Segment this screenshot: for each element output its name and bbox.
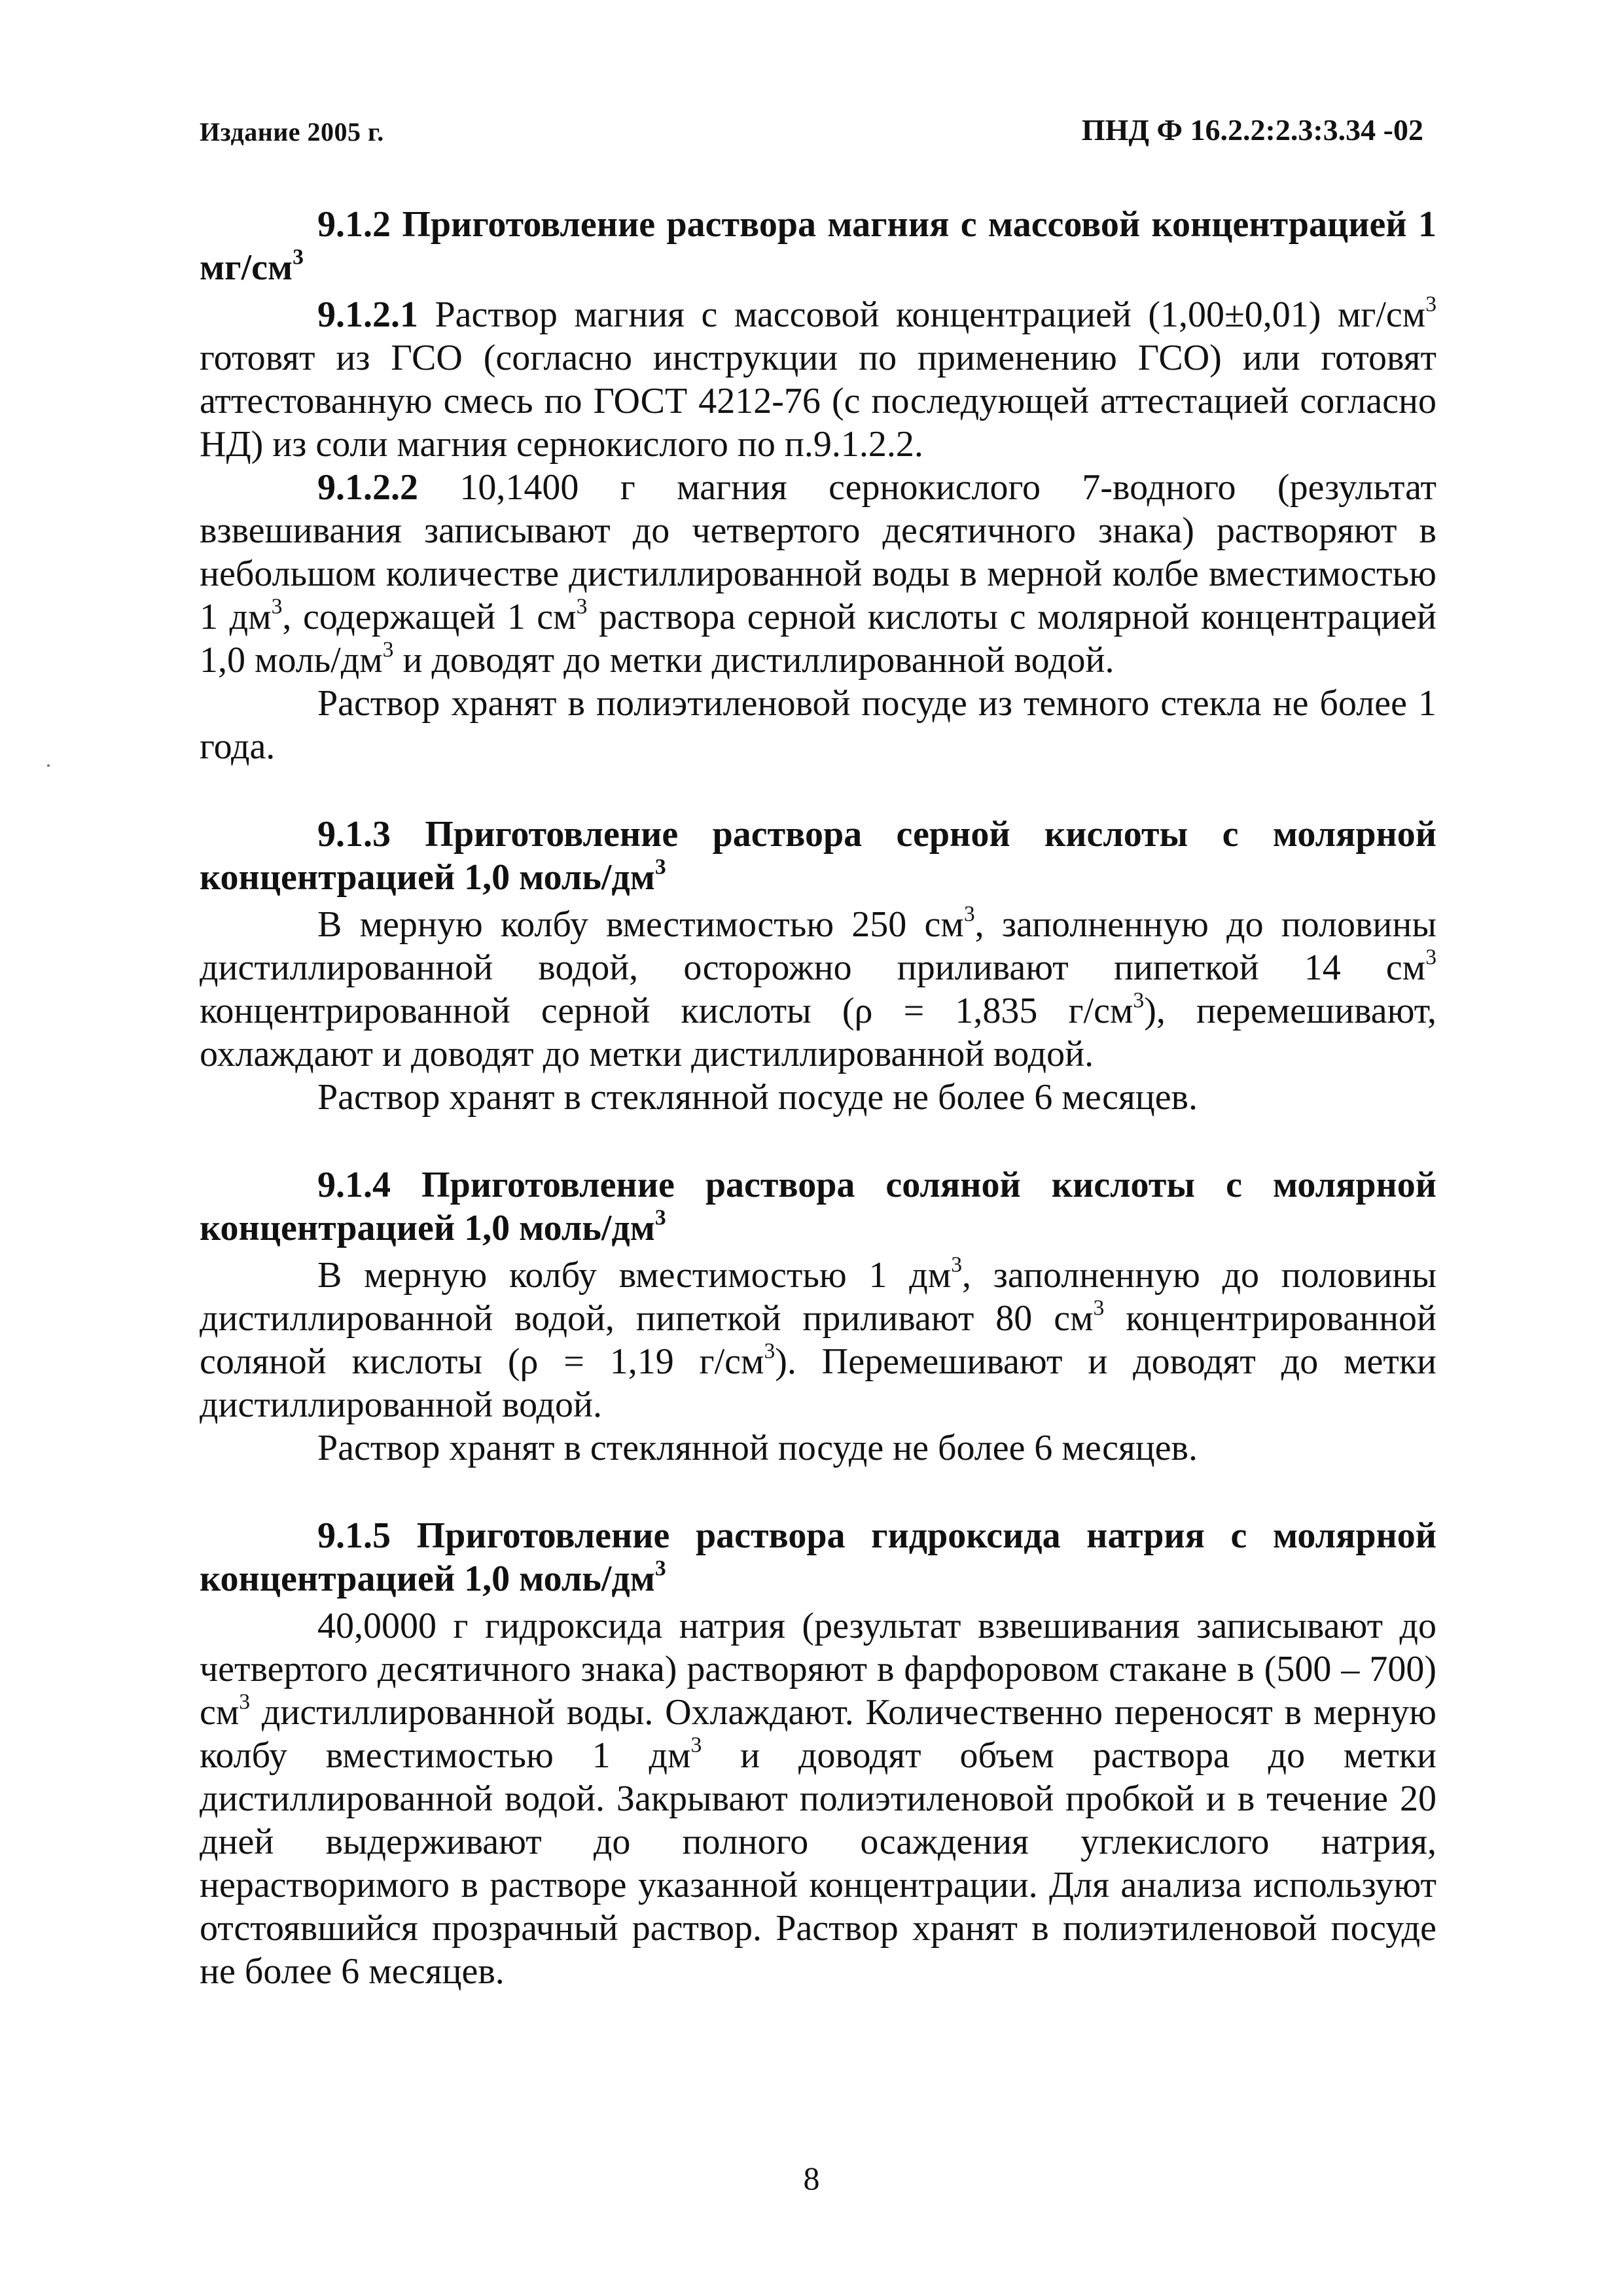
document-body bbox=[200, 203, 1436, 2038]
superscript: 3 bbox=[654, 1556, 666, 1581]
text-run: , заполненную до половины дистиллированной водой, осторожно приливают пипеткой 14 см bbox=[200, 904, 1436, 988]
document-code: ПНД Ф 16.2.2:2.3:3.34 -02 bbox=[1081, 113, 1423, 147]
paragraph bbox=[200, 1254, 1436, 1426]
superscript: 3 bbox=[690, 1733, 702, 1757]
superscript: 3 bbox=[1133, 988, 1145, 1013]
text-run: и доводят до метки дистиллированной водой. bbox=[393, 640, 1115, 680]
page-number: 8 bbox=[803, 2160, 820, 2197]
section-9-1-2 bbox=[200, 203, 1436, 768]
superscript: 3 bbox=[963, 902, 975, 927]
text-run: готовят из ГСО (согласно инструкции по применению ГСО) или готовят аттестованную смесь по ГОСТ 4212-76 (с последующей аттестацией согласно НД) из соли магния сернокислого по п.9.1.2.2. bbox=[200, 338, 1436, 465]
text-run: , содержащей 1 см bbox=[282, 597, 577, 637]
text-run: ), перемешивают, охлаждают и доводят до метки дистиллированной водой. bbox=[200, 991, 1436, 1074]
section-heading bbox=[200, 1163, 1436, 1250]
edition-label: Издание 2005 г. bbox=[200, 117, 384, 147]
section-heading bbox=[200, 813, 1436, 899]
superscript: 3 bbox=[271, 594, 283, 619]
heading-text: 9.1.5 Приготовление раствора гидроксида натрия с молярной концентрацией 1,0 моль/дм bbox=[200, 1515, 1436, 1599]
superscript: 3 bbox=[654, 1205, 666, 1230]
paragraph bbox=[200, 903, 1436, 1076]
text-run: , заполненную до половины дистиллированной водой, пипеткой приливают 80 см bbox=[200, 1255, 1437, 1339]
superscript: 3 bbox=[1425, 292, 1436, 317]
section-heading bbox=[200, 1514, 1436, 1600]
scan-speck bbox=[47, 764, 50, 767]
text-run: Раствор магния с массовой концентрацией (1,00±0,01) мг/см bbox=[418, 294, 1426, 335]
clause-number: 9.1.2.1 bbox=[317, 294, 418, 335]
superscript: 3 bbox=[293, 245, 304, 270]
text-run: 40,0000 г гидроксида натрия (результат взвешивания записывают до четвертого десятичного знака) растворяют в фарфоровом стакане в (500 – 700) см bbox=[200, 1606, 1436, 1733]
text-run: концентрированной соляной кислоты (ρ = 1,19 г/см bbox=[200, 1298, 1437, 1382]
text-run: ). Перемешивают и доводят до метки дистиллированной водой. bbox=[200, 1341, 1437, 1425]
text-run: дистиллированной воды. Охлаждают. Количественно переносят в мерную колбу вместимостью 1 дм bbox=[200, 1692, 1436, 1776]
clause-number: 9.1.2.2 bbox=[317, 467, 418, 508]
text-run: раствора серной кислоты с молярной концентрацией 1,0 моль/дм bbox=[200, 597, 1437, 680]
superscript: 3 bbox=[382, 637, 394, 662]
paragraph bbox=[200, 293, 1436, 466]
section-9-1-3 bbox=[200, 813, 1436, 1119]
paragraph: Раствор хранят в полиэтиленовой посуде из темного стекла не более 1 года. bbox=[200, 683, 1436, 767]
superscript: 3 bbox=[1425, 945, 1436, 970]
paragraph bbox=[200, 466, 1436, 682]
text-run: концентрированной серной кислоты (ρ = 1,835 г/см bbox=[200, 991, 1133, 1031]
superscript: 3 bbox=[951, 1252, 962, 1277]
paragraph bbox=[200, 1604, 1436, 1993]
section-9-1-4 bbox=[200, 1163, 1436, 1470]
text-run: В мерную колбу вместимостью 250 см bbox=[317, 904, 964, 945]
superscript: 3 bbox=[764, 1339, 776, 1364]
text-run: В мерную колбу вместимостью 1 дм bbox=[317, 1255, 952, 1296]
paragraph: Раствор хранят в стеклянной посуде не более 6 месяцев. bbox=[317, 1077, 1198, 1118]
superscript: 3 bbox=[654, 855, 666, 879]
heading-text: 9.1.4 Приготовление раствора соляной кислоты с молярной концентрацией 1,0 моль/дм bbox=[200, 1165, 1436, 1248]
section-9-1-5 bbox=[200, 1514, 1436, 1993]
superscript: 3 bbox=[576, 594, 588, 619]
superscript: 3 bbox=[1093, 1296, 1105, 1320]
section-heading bbox=[200, 203, 1436, 289]
heading-text: 9.1.2 Приготовление раствора магния с массовой концентрацией 1 мг/см bbox=[200, 204, 1436, 288]
paragraph: Раствор хранят в стеклянной посуде не более 6 месяцев. bbox=[317, 1428, 1198, 1468]
heading-text: 9.1.3 Приготовление раствора серной кислоты с молярной концентрацией 1,0 моль/дм bbox=[200, 814, 1436, 898]
text-run: и доводят объем раствора до метки дистиллированной водой. Закрывают полиэтиленовой пробкой и в течение 20 дней выдерживают до полного осаждения углекислого натрия, нерастворимого в растворе указанной концентрации. Для анализа используют отстоявшийся прозрачный раствор. Раствор хранят в полиэтиленовой посуде не более 6 месяцев. bbox=[200, 1735, 1436, 1992]
superscript: 3 bbox=[239, 1689, 251, 1714]
text-run: 10,1400 г магния сернокислого 7-водного (результат взвешивания записывают до четвертого десятичного знака) растворяют в небольшом количестве дистиллированной воды в мерной колбе вместимостью 1 дм bbox=[200, 467, 1436, 637]
